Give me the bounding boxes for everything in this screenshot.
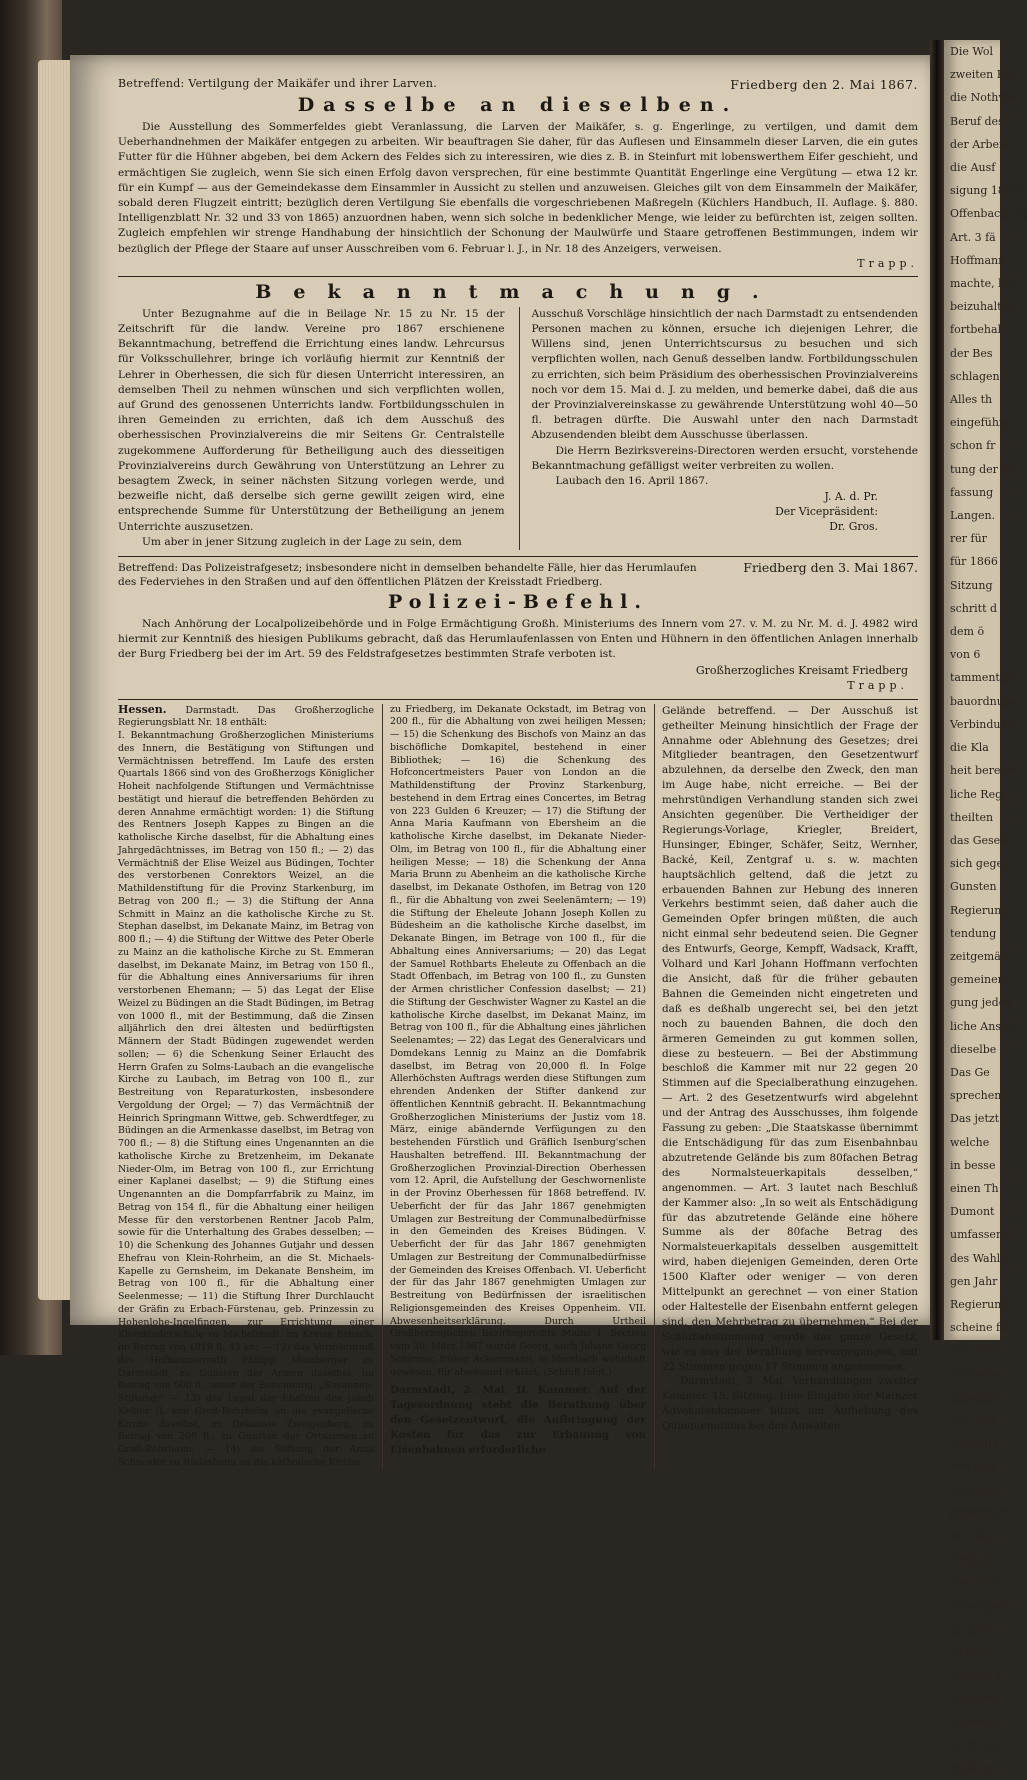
next-page-line: sprechen	[950, 1089, 1002, 1103]
next-page-line: schon fr	[950, 439, 996, 453]
next-page-line: es sich	[950, 1646, 989, 1660]
divider	[118, 699, 918, 700]
next-page-line: fortbehal	[950, 323, 1002, 337]
next-page-line: Das Ge	[950, 1065, 990, 1079]
section2-place-date: Laubach den 16. April 1867.	[555, 475, 709, 488]
next-page-line: Erörterung	[950, 1599, 1013, 1613]
next-page-line: Dumont	[950, 1205, 995, 1219]
next-page-line: sigung 1869	[950, 184, 1019, 198]
section3-date: Friedberg den 3. Mai 1867.	[743, 560, 918, 576]
next-page-line: gung jedes	[950, 996, 1011, 1010]
newspaper-page	[70, 55, 938, 1468]
next-page-line: der Aufs	[950, 1413, 998, 1427]
next-page-line: liche Regi	[950, 787, 1006, 801]
next-page-line: scheine fas	[950, 1321, 1013, 1335]
next-page-line: beizuhalten	[950, 300, 1016, 314]
news-col3-text: Gelände betreffend. — Der Ausschuß ist getheilter Meinung hinsichtlich der Frage der Annahme oder Ablehnung des Gesetzes; drei Mitglieder beantragen, den Gesetzentwurf abzulehnen, da derselbe den Zweck, den man im Auge habe, nicht erreiche. — Bei der mehrstündigen Verhandlung standen sich zwei Ansichten gegenüber. Die Vertheidiger der Regierungs-Vorlage, Kriegler, Breidert, Hunsinger, Ebinger, Schäfer, Seitz, Wernher, Backé, Keil, Zentgraf u. s. w. machten hauptsächlich geltend, daß die jetzt zu erbauenden Bahnen zur Hebung des inneren Verkehrs bestimmt seien, daß daher auch die Gemeinden Opfer bringen müßten, die auch nicht einmal sehr bedeutend seien. Die Gegner des Entwurfs, George, Kempff, Wadsack, Krafft, Volhard und Karl Johann Hoffmann verfochten die Ansicht, daß für die früher gebauten Bahnen die Gemeinden nicht eingetreten und daß es deßhalb ungerecht sei, bei den jetzt noch zu bauenden Bahnen, die doch den ärmeren Gemeinden zu gut kommen sollen, diese zu besteuern. — Bei der Abstimmung beschloß die Kammer mit nur 22 gegen 20 Stimmen auf die Specialberathung einzugehen. — Art. 2 des Gesetzentwurfs wird abgelehnt und der Antrag des Ausschusses, ihm folgende Fassung zu geben: „Die Staatskasse übernimmt die Entschädigung für das zum Eisenbahnbau abzutretende Gelände bis zum 80fachen Betrag des Normalsteuerkapitals desselben,“ angenommen. — Art. 3 lautet nach Beschluß der Kammer also: „In so weit als Entschädigung für das abzutretende Gelände eine höhere Summe als der 80fache Betrag des Normalsteuerkapitals desselben ausgemittelt wird, haben diejenigen Gemeinden, deren Orte 1500 Klafter oder weniger — von deren Mittelpunkt an gerechnet — von einer Station oder Haltestelle der Eisenbahn entfernt gelegen sind, den Mehrbetrag zu übernehmen.“ Bei der Schlußabstimmung wurde das ganze Gesetz, wie es aus der Berathung hervorgegangen, mit 22 Stimmen gegen 17 Stimmen angenommen.	[662, 704, 918, 1373]
divider	[118, 556, 918, 557]
section1-title: Dasselbe an dieselben.	[297, 94, 739, 116]
next-page-line: die Kla	[950, 741, 989, 755]
news-col2-text: zu Friedberg, im Dekanate Ockstadt, im Betrag von 200 fl., für die Abhaltung von zwei heiligen Messen; — 15) die Schenkung des Bischofs von Mainz an das bischöfliche Domkapitel, bestehend in einer Bibliothek; — 16) die Schenkung des Hofconcertmeisters Pauer von London an die Mathildenstiftung der Provinz Starkenburg, bestehend in dem Ertrag eines Concertes, im Betrag von 223 Gulden 6 Kreuzer; — 17) die Stiftung der Anna Maria Kaufmann von Ebersheim an die katholische Kirche daselbst, im Dekanate Nieder-Olm, im Betrag von 100 fl., für die Abhaltung einer heiligen Messe; — 18) die Schenkung der Anna Maria Brunn zu Abenheim an die katholische Kirche daselbst, im Dekanate Osthofen, im Betrag von 120 fl., für die Abhaltung von zwei Seelenämtern; — 19) die Stiftung der Eheleute Johann Joseph Kollen zu Büdesheim an die katholische Kirche daselbst, im Dekanate Bingen, im Betrage von 100 fl., für die Abhaltung eines Anniversariums; — 20) das Legat der Samuel Rothbarts Eheleute zu Offenbach an die Stadt Offenbach, im Betrag von 100 fl., zu Gunsten der Armen christlicher Confession daselbst; — 21) die Stiftung der Geschwister Wagner zu Kastel an die katholische Kirche daselbst, im Dekanat Mainz, im Betrag von 100 fl., für die Abhaltung eines jährlichen Seelenamtes; — 22) das Legat des Generalvicars und Domdekans Lennig zu Mainz an die Domfabrik daselbst, im Betrag von 20,000 fl. In Folge Allerhöchsten Auftrags werden diese Stiftungen zum ehrenden Andenken der Stifter dankend zur öffentlichen Kenntniß gebracht. II. Bekanntmachung Großherzoglichen Ministeriums der Justiz vom 18. März, einige abändernde Verfügungen zu den bestehenden Fürstlich und Gräflich Isenburg'schen Haushalten betreffend. III. Bekanntmachung der Großherzoglichen Provinzial-Direction Oberhessen vom 12. April, die Aufstellung der Geschwornenliste in der Provinz Oberhessen für 1868 betreffend. IV. Ueberficht der für das Jahr 1867 genehmigten Umlagen zur Bestreitung der Communalbedürfnisse in den Gemeinden des Kreises Büdingen. V. Ueberficht der für das Jahr 1867 genehmigten Umlagen zur Bestreitung der Communalbedürfnisse der Gemeinden des Kreises Offenbach. VI. Ueberficht der für das Jahr 1867 genehmigten Umlagen zur Bestreitung von Bedürfnissen der israelitischen Religionsgemeinden des Kreises Oppenheim. VII. Abwesenheitserklärung. Durch Urtheil Großherzoglichen Bezirksgerichts Mainz I. Section vom 30. März 1867 wurde Georg, auch Johann Georg Schirmer, früher Ackersmann, in Mombach wohnhaft gewesen, für abwesend erklärt. (Schluß folgt.)	[390, 703, 646, 1378]
news-columns	[118, 704, 918, 1470]
next-page-line: machte, ba	[950, 277, 1012, 291]
next-page-line: Regierung	[950, 903, 1009, 917]
news-col2-b: Darmstadt, 2. Mai. II. Kammer. Auf der Tagesordnung steht die Berathung über den Gesetzentwurf, die Aufbringung der Kosten für das zur Erbauung von Eisenbahnen erforderliche	[390, 1384, 646, 1456]
next-page-line: Verbindung	[950, 717, 1015, 731]
next-page-line: zeit gebi	[950, 1460, 998, 1474]
section1-subject: Betreffend: Vertilgung der Maikäfer und ihrer Larven.	[118, 77, 438, 90]
next-page-line: Hoffmann	[950, 253, 1006, 267]
section2-col-left	[118, 307, 505, 550]
next-page-line: Dumont.	[950, 1762, 998, 1776]
next-page-line: von 6	[950, 648, 981, 662]
next-page-line: das Wahl	[950, 1344, 1001, 1358]
section2-sig3: Dr. Gros.	[829, 520, 878, 534]
next-page-line: Beruf des	[950, 114, 1004, 128]
next-page-line: einen Th	[950, 1181, 999, 1195]
section2-sig2: Der Vicepräsident:	[775, 505, 878, 519]
next-page-line: dem ö	[950, 625, 985, 639]
next-page-line: des Wahlg	[950, 1251, 1008, 1265]
news-col1-text: I. Bekanntmachung Großherzoglichen Ministeriums des Innern, die Bestätigung von Stiftungen und Vermächtnissen betreffend. Im Laufe des ersten Quartals 1866 sind von des Großherzogs Königlicher Hoheit nachfolgende Stiftungen und Vermächtnisse bestätigt und hierauf die betreffenden Behörden zu deren Annahme ermächtigt worden: 1) die Stiftung des Rentners Joseph Kappes zu Bingen an die katholische Kirche daselbst, für die Abhaltung eines Jahrgedächtnisses, im Betrag von 150 fl.; — 2) das Vermächtniß der Elise Weizel aus Büdingen, Tochter des verstorbenen Conrektors Weizel, an die Mathildenstiftung für die Provinz Starkenburg, im Betrag von 200 fl.; — 3) die Stiftung der Anna Schmitt in Mainz an die katholische Kirche zu St. Stephan daselbst, im Dekanate Mainz, im Betrag von 800 fl.; — 4) die Stiftung der Wittwe des Peter Oberle zu Mainz an die katholische Kirche zu St. Emmeran daselbst, im Dekanate Mainz, im Betrag von 150 fl., für die Abhaltung eines Anniversariums für ihren verstorbenen Ehemann; — 5) das Legat der Elise Weizel zu Büdingen an die Stadt Büdingen, im Betrag von 1000 fl., mit der Bestimmung, daß die Zinsen alljährlich den drei ältesten und bedürftigsten Männern der Stadt Büdingen zugewendet werden sollen; — 6) die Schenkung Seiner Erlaucht des Herrn Grafen zu Solms-Laubach an die evangelische Kirche zu Laubach, im Betrag von 100 fl., zur Bestreitung von Reparaturkosten, insbesondere Vergoldung der Orgel; — 7) das Vermächtniß der Heinrich Springmann Wittwe, geb. Schwerdtfeger, zu Büdingen an die Armenkasse daselbst, im Betrag von 700 fl.; — 8) die Stiftung eines Ungenannten an die katholische Kirche zu Bretzenheim, im Dekanate Nieder-Olm, im Betrag von 100 fl., zur Errichtung einer Kaplanei daselbst; — 9) die Stiftung eines Ungenannten an die Dompfarrfabrik zu Mainz, im Betrag von 154 fl., für die Abhaltung einer heiligen Messe für den verstorbenen Rentner Jacob Palm, sowie für die Unterhaltung des Grabes desselben; — 10) die Schenkung des Johannes Gutjahr und dessen Ehefrau von Klein-Rohrheim, an die St. Michaels-Kapelle zu Gernsheim, im Dekanate Bensheim, im Betrag von 100 fl., für die Abhaltung einer Seelenmesse; — 11) die Stiftung Ihrer Durchlaucht der Gräfin zu Erbach-Fürstenau, geb. Prinzessin zu Hohenlohe-Ingelfingen, zur Errichtung einer Kleinkinderschule zu Michelstadt, im Kreise Erbach, im Betrag von 1019 fl. 43 kr.; — 12) das Vermächtniß des Hofkammerrath Philipp Momberger zu Darmstadt, zu Gunsten der Armen daselbst, im Betrag von 500 fl., unter der Benennung: „Susannen-Stiftung;“ — 13) das Legat der Ehefrau des Jakob Keßler II. von Groß-Rohrheim an die evangelische Kirche daselbst, im Dekanate Zwingenberg, im Betrag von 200 fl., zu Gunsten der Ortsarmen zu Groß-Rohrheim; — 14) die Stiftung der Anna Schneider zu Rüdesheim an die katholische Kirche	[118, 730, 374, 1468]
next-page-line: diesem fi	[950, 1715, 1001, 1729]
section1-body: Die Ausstellung des Sommerfeldes giebt Veranlassung, die Larven der Maikäfer, s. g. Engerlinge, zu vertilgen, und damit dem Ueberhandnehmen der Maikäfer entgegen zu arbeiten. Wir beauftragen Sie daher, für das Auflesen und Einsammeln dieser Larven, die ein gutes Futter für die Hühner abgeben, bei dem Ackern des Feldes sich zu interessiren, wie dies z. B. in Steinfurt mit lobenswerthem Eifer geschieht, und ermächtigen Sie zugleich, wenn Sie sich einen Erfolg davon versprechen, für eine bestimmte Quantität Engerlinge eine Vergütung — etwa 12 kr. für ein Kumpf — aus der Gemeindekasse dem Einsammler in Aussicht zu stellen und anzuweisen. Gleiches gilt von dem Einsammeln der Maikäfer, sobald deren Flugzeit eintritt; bezüglich deren Vertilgung Sie ebenfalls die vorgeschriebenen Maßregeln (Küchlers Handbuch, II. Auflage. §. 880. Intelligenzblatt Nr. 32 und 33 von 1865) anzuordnen haben, wenn sich solche in bedenklicher Menge, wie leider zu befürchten ist, zeigen sollten. Zugleich empfehlen wir strenge Handhabung der hinsichtlich der Schonung der Maulwürfe und Staare getroffenen Bestimmungen, indem wir bezüglich der Pflege der Staare auf unser Ausschreiben vom 6. Februar l. J., in Nr. 18 des Anzeigers, verweisen.	[118, 121, 918, 255]
next-page-line: eingeführt	[950, 416, 1009, 430]
next-page-line: Sitzung	[950, 578, 993, 592]
next-page-line: gegenwär	[950, 1506, 1006, 1520]
section3-sig1: Großherzogliches Kreisamt Friedberg	[695, 663, 908, 677]
page-edges	[38, 60, 72, 1300]
next-page-line: aufgehob	[950, 1437, 1003, 1451]
next-page-line: gemeinen	[950, 973, 1005, 987]
next-page-line: rer für	[950, 532, 987, 546]
news-col-1	[118, 704, 374, 1470]
next-page-line: tung der Ve	[950, 462, 1015, 476]
news-col3-b: Darmstadt, 3. Mai. Verhandlungen zweiter Kammer. 15. Sitzung. Eine Eingabe der Mainzer Advokatenkammer bittet um Aufhebung des Quinquenniums bei den Anwälten.	[662, 1375, 918, 1433]
next-page-fragment	[944, 40, 1027, 1776]
section3-header	[118, 561, 918, 589]
section3-signature	[118, 663, 918, 693]
section2-col2-b: Die Herrn Bezirksvereins-Directoren werden ersucht, vorstehende Bekanntmachung gefälligst weiter verbreiten zu wollen.	[531, 444, 918, 472]
next-page-line: der Arbeite	[950, 137, 1014, 151]
section1-signature: Trapp.	[857, 256, 918, 270]
next-page-lines	[944, 40, 1027, 1780]
gutter-shadow	[930, 40, 944, 1340]
next-page-line: in besse	[950, 1158, 996, 1172]
next-page-line: tendung	[950, 926, 997, 940]
divider	[118, 276, 918, 277]
next-page-line: gen Jahr	[950, 1274, 998, 1288]
next-page-line: zweiten Ka	[950, 68, 1012, 82]
news-col1-lead: Hessen.	[118, 702, 167, 716]
section2-col1-last: Um aber in jener Sitzung zugleich in der Lage zu sein, dem	[142, 535, 462, 548]
section1-header	[118, 77, 918, 92]
next-page-line: umfassend	[950, 1228, 1011, 1242]
next-page-line: Zentgraf	[950, 1692, 999, 1706]
section2-columns	[118, 307, 918, 550]
news-col-2	[382, 704, 646, 1470]
section3-body: Nach Anhörung der Localpolizeibehörde und in Folge Ermächtigung Großh. Ministeriums des Innern vom 27. v. M. zu Nr. M. d. J. 4982 wird hiermit zur Kenntniß des hiesigen Publikums gebracht, daß das Herumlaufenlassen von Enten und Hühnern in den öffentlichen Anlagen innerhalb der Burg Friedberg bei der im Art. 59 des Feldstrafgesetzes bestimmten Strafe verboten ist.	[118, 618, 918, 661]
next-page-line: haltnisse	[950, 1367, 1000, 1381]
next-page-line: fassung	[950, 485, 994, 499]
next-page-line: Das jetzt	[950, 1112, 1000, 1126]
section3-title: Polizei-Befehl.	[388, 591, 648, 614]
next-page-line: zeitgemäß	[950, 949, 1009, 963]
next-page-line: ob es bei	[950, 1738, 1000, 1752]
next-page-line: Art. 3 fä	[950, 230, 996, 244]
next-page-line: Die Wol	[950, 45, 994, 58]
next-page-line: die Wahl	[950, 1530, 999, 1543]
next-page-line: Alles th	[950, 393, 993, 407]
next-page-line: theilten	[950, 810, 994, 824]
next-page-line: Regierung	[950, 1297, 1009, 1311]
next-page-line: heit bereich	[950, 764, 1018, 778]
section2-title: Bekanntmachung.	[255, 280, 781, 303]
next-page-line: werden k	[950, 1669, 1002, 1683]
next-page-line: der Bes	[950, 346, 993, 360]
next-page-line: Offenbach: Di	[950, 207, 1027, 221]
next-page-line: schritt d	[950, 601, 998, 615]
news-col-3	[654, 704, 918, 1470]
next-page-line: das Gesetz	[950, 833, 1011, 847]
next-page-line: die Nothwe	[950, 91, 1015, 105]
next-page-line: bauordnung	[950, 694, 1018, 708]
section2-sig1: J. A. d. Pr.	[824, 490, 878, 504]
next-page-line: tutionen	[950, 1390, 997, 1404]
section2-col1-text: Unter Bezugnahme auf die in Beilage Nr. 15 zu Nr. 15 der Zeitschrift für die landw. Vereine pro 1867 erschienene Bekanntmachung, betreffend die Errichtung eines landw. Lehrcursus für Volksschullehrer, bringe ich vorläufig hiermit zur Kenntniß der Lehrer in Oberhessen, die sich für diesen Unterricht interessiren, an demselben Theil zu nehmen wünschen und sich verpflichten wollen, auf Grund des genossenen Unterrichts landw. Fortbildungsschulen in ihren Gemeinden zu errichten, daß ich dem Ausschuß des oberhessischen Provinzialvereins die mir Seitens Gr. Centralstelle zugekommene Aufforderung für Betheiligung auch des diesseitigen Provinzialvereins durch Gewährung von Unterstützung an Lehrer zu besagtem Zweck, in seiner nächsten Sitzung vorlegen werde, und bezweifle nicht, daß derselbe sich gerne gewillt zeigen wird, eine entsprechende Summe für Unterstützung der Betheiligung an jenem Unterrichte auszusetzen.	[118, 307, 505, 533]
next-page-line: für 1866	[950, 555, 998, 569]
next-page-line: Gunsten	[950, 880, 997, 894]
news-col1-lead2: Darmstadt. Das Großherzogliche Regierungsblatt Nr. 18 enthält:	[118, 704, 374, 729]
next-page-line: die Ausf	[950, 161, 996, 175]
section2-col2-text: Ausschuß Vorschläge hinsichtlich der nach Darmstadt zu entsendenden Personen machen zu können, ersuche ich diejenigen Lehrer, die Willens sind, jenen Unterrichtscursus zu besuchen und sich verpflichten wollen, nach Genuß desselben landw. Fortbildungsschulen zu errichten, sich beim Präsidium des oberhessischen Provinzialvereins noch vor dem 15. Mai d. J. zu melden, und bemerke dabei, daß die aus der Provinzialvereinskasse zu gewährende Unterstützung wohl 40—50 fl. betragen dürfte. Die Auswahl unter den nach Darmstadt Abzusendenden bleibt dem Ausschusse überlassen.	[531, 307, 918, 442]
next-page-line: Ursache	[950, 1553, 997, 1567]
section2-signature	[532, 489, 919, 534]
next-page-line: über Erl	[950, 1576, 997, 1590]
page-content	[118, 77, 918, 1470]
section2-col-right	[519, 307, 919, 550]
next-page-line: nur irgen	[950, 1483, 1003, 1497]
next-page-line: sich gegen	[950, 857, 1011, 871]
section1-date: Friedberg den 2. Mai 1867.	[730, 77, 918, 92]
next-page-line: tammentrit	[950, 671, 1014, 685]
next-page-line: Langen.	[950, 509, 996, 523]
next-page-line: zu Tage	[950, 1622, 993, 1636]
next-page-line: welche	[950, 1135, 990, 1149]
section3-sig2: Trapp.	[847, 678, 908, 692]
next-page-line: dieselbe	[950, 1042, 997, 1056]
next-page-line: schlagen,	[950, 369, 1004, 383]
section3-subject: Betreffend: Das Polizeistrafgesetz; insbesondere nicht in demselben behandelte Fälle, hier das Herumlaufen des Federviehes in den Straßen und auf den öffentlichen Plätzen der Kreisstadt Friedberg.	[118, 562, 697, 589]
next-page-line: liche Ansich	[950, 1019, 1018, 1033]
